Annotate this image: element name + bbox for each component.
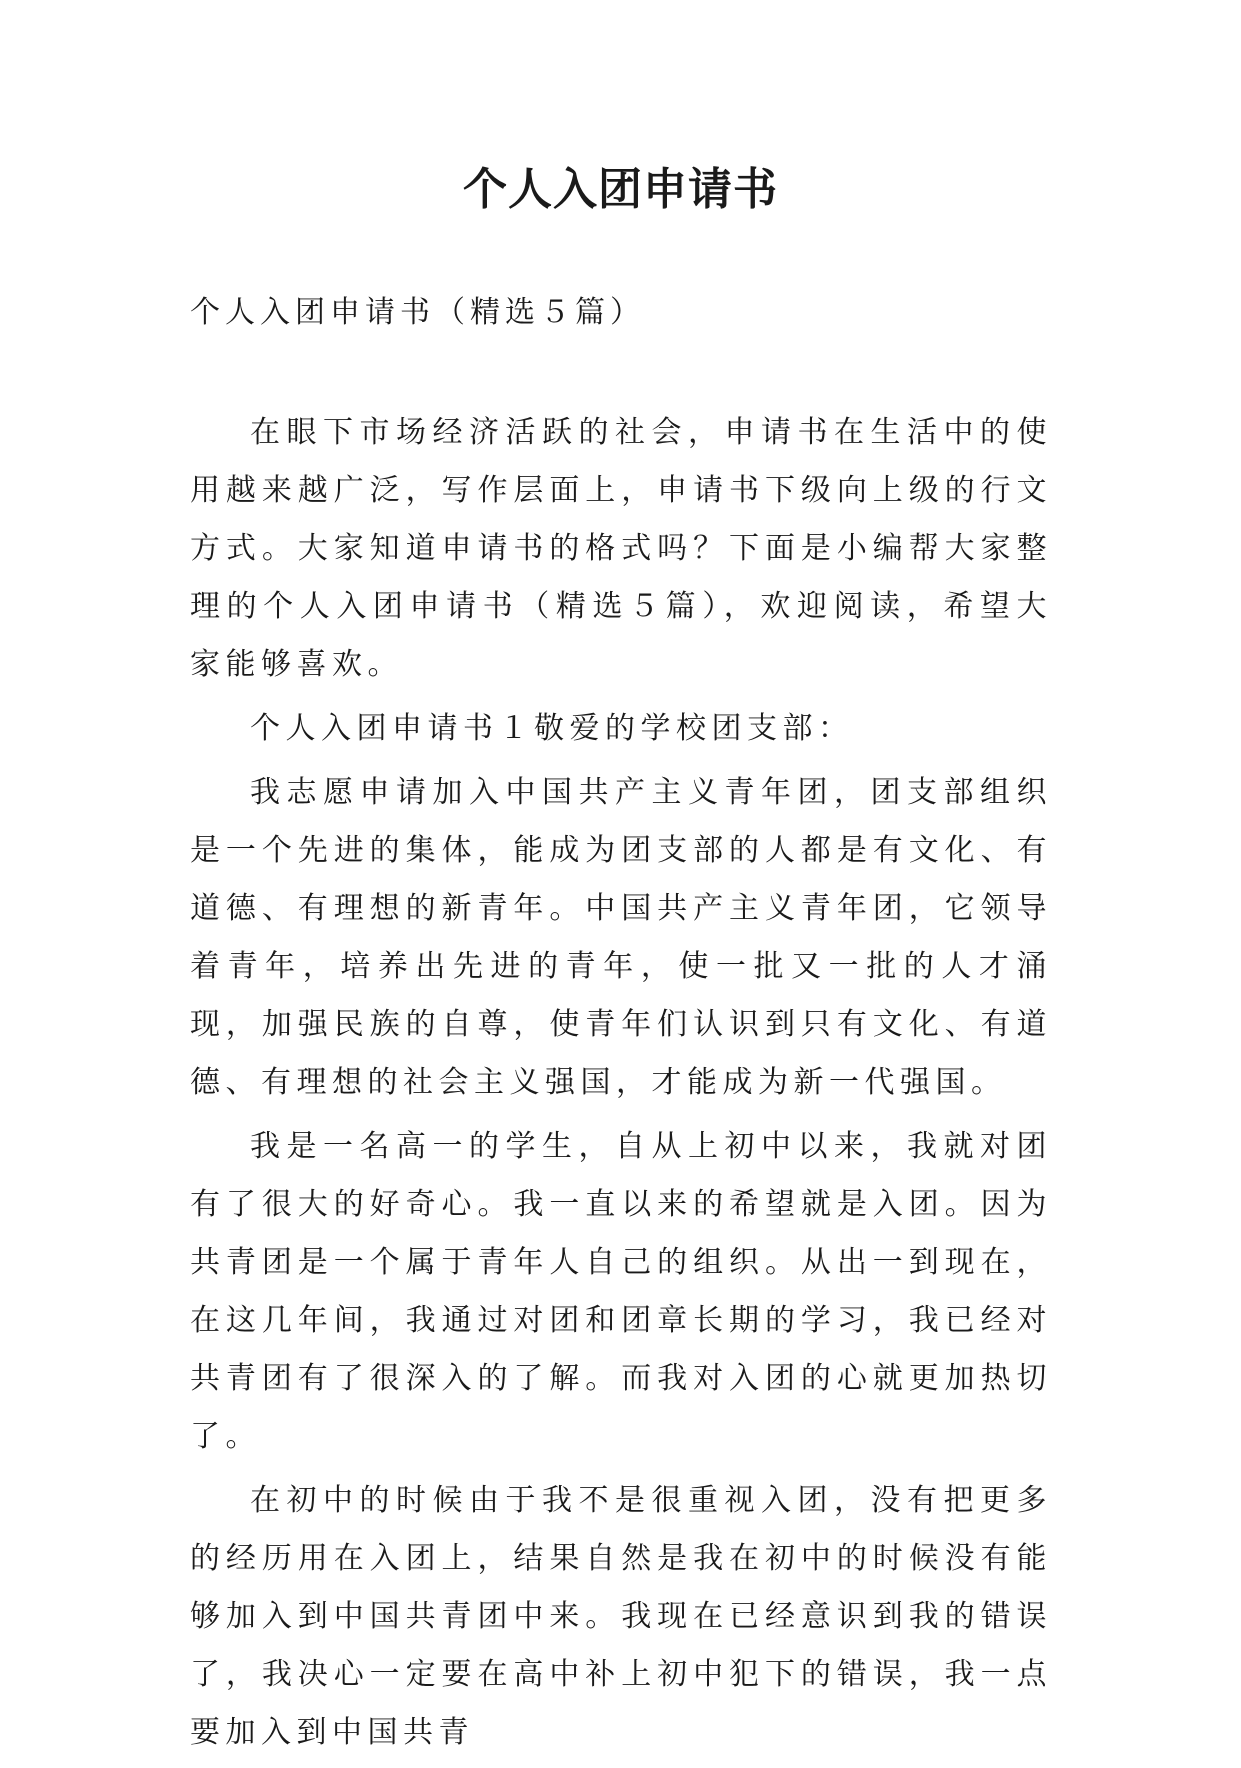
- document-title: 个人入团申请书: [463, 164, 778, 215]
- paragraph-salutation: 个人入团申请书１敬爱的学校团支部：: [250, 711, 854, 746]
- paragraph-intro: 在眼下市场经济活跃的社会，申请书在生活中的使用越来越广泛，写作层面上，申请书下级向上级的行文方式。大家知道申请书的格式吗？下面是小编帮大家整理的个人入团申请书（精选５篇），欢迎阅读，希望大家能够喜欢。: [190, 415, 1052, 682]
- document-body: [190, 404, 1052, 1768]
- paragraph-body-1: 我志愿申请加入中国共产主义青年团，团支部组织是一个先进的集体，能成为团支部的人都是有文化、有道德、有理想的新青年。中国共产主义青年团，它领导着青年，培养出先进的青年，使一批又一批的人才涌现，加强民族的自尊，使青年们认识到只有文化、有道德、有理想的社会主义强国，才能成为新一代强国。: [190, 775, 1052, 1100]
- paragraph-body-3: 在初中的时候由于我不是很重视入团，没有把更多的经历用在入团上，结果自然是我在初中的时候没有能够加入到中国共青团中来。我现在已经意识到我的错误了，我决心一定要在高中补上初中犯下的错误，我一点要加入到中国共青: [190, 1483, 1052, 1750]
- document-subtitle: 个人入团申请书（精选５篇）: [190, 295, 645, 330]
- paragraph-body-2: 我是一名高一的学生，自从上初中以来，我就对团有了很大的好奇心。我一直以来的希望就是入团。因为共青团是一个属于青年人自己的组织。从出一到现在，在这几年间，我通过对团和团章长期的学习，我已经对共青团有了很深入的了解。而我对入团的心就更加热切了。: [190, 1129, 1052, 1454]
